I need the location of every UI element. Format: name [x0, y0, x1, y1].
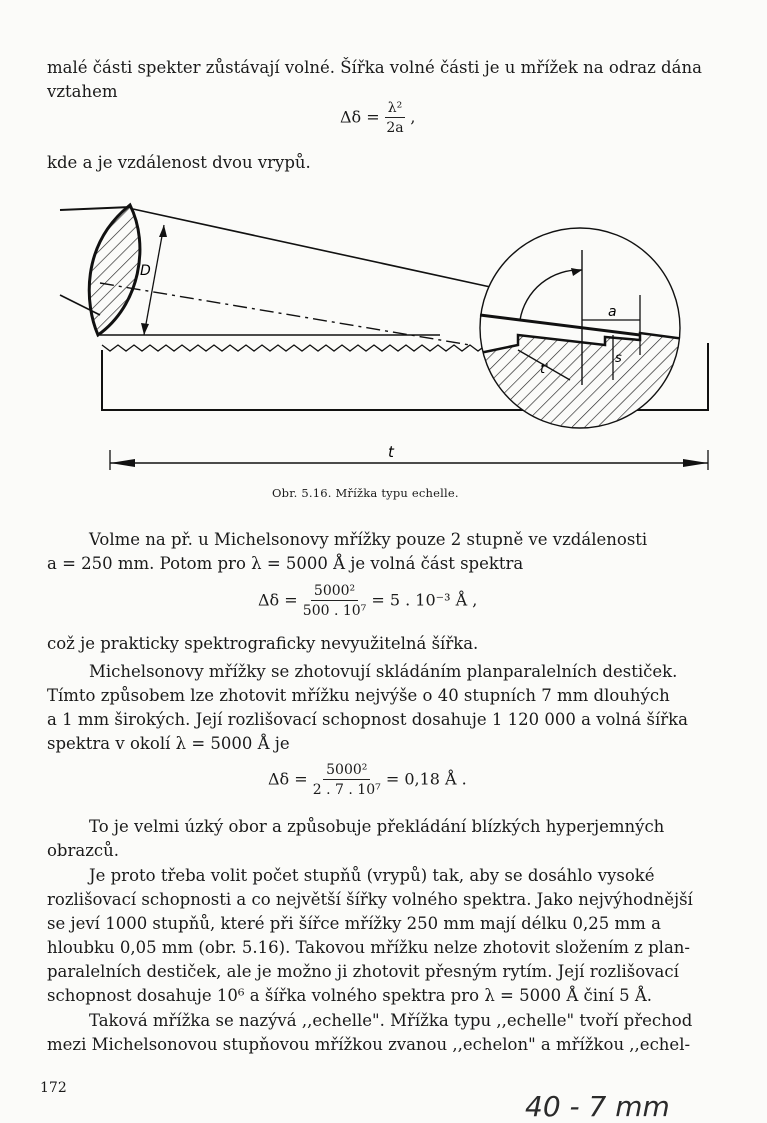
text-line: Volme na př. u Michelsonovy mřížky pouze 2 stupně ve vzdálenosti — [89, 530, 648, 549]
text-line: kde a je vzdálenost dvou vrypů. — [47, 153, 311, 172]
d-dimension-line — [144, 225, 164, 335]
equation-2 — [258, 583, 477, 619]
ray-line — [60, 207, 132, 210]
text-line: Je proto třeba volit počet stupňů (vrypů) tak, aby se dosáhlo vysoké — [89, 866, 655, 885]
text-line: hloubku 0,05 mm (obr. 5.16). Takovou mřížku nelze zhotovit složením z plan- — [47, 938, 690, 957]
arrow-head — [683, 459, 708, 467]
page-number: 172 — [40, 1080, 67, 1096]
eq2-lhs: Δδ = — [258, 590, 298, 610]
text-line: paralelních destiček, ale je možno ji zhotovit přesným rytím. Její rozlišovací — [47, 962, 679, 981]
text-line: Tímto způsobem lze zhotovit mřížku nejvýše o 40 stupních 7 mm dlouhých — [47, 686, 670, 705]
eq1-num: λ² — [385, 100, 406, 118]
text-line: malé části spekter zůstávají volné. Šířka volné části je u mřížek na odraz dána — [47, 58, 702, 77]
text-line: a = 250 mm. Potom pro λ = 5000 Å je volná část spektra — [47, 554, 524, 573]
eq2-rhs: = 5 . 10⁻³ Å , — [371, 590, 478, 610]
label-a: a — [608, 304, 617, 320]
text-line: schopnost dosahuje 10⁶ a šířka volného spektra pro λ = 5000 Å činí 5 Å. — [47, 986, 653, 1005]
text-line: a 1 mm širokých. Její rozlišovací schopnost dosahuje 1 120 000 a volná šířka — [47, 710, 688, 729]
handwritten-note: 40 - 7 mm — [525, 1090, 670, 1123]
text-line: obrazců. — [47, 841, 120, 860]
eq3-rhs: = 0,18 Å . — [385, 769, 467, 789]
text-line: se jeví 1000 stupňů, které při šířce mřížky 250 mm mají délku 0,25 mm a — [47, 914, 661, 933]
eq2-num: 5000² — [311, 583, 358, 601]
eq1-lhs: Δδ = — [340, 107, 380, 127]
eq3-den: 2 . 7 . 10⁷ — [312, 782, 381, 798]
ray-dashdot — [100, 283, 470, 345]
eq2-den: 500 . 10⁷ — [302, 603, 367, 619]
text-line: mezi Michelsonovou stupňovou mřížkou zvanou ,,echelon" a mřížkou ,,echel- — [47, 1035, 691, 1054]
eq3-lhs: Δδ = — [268, 769, 308, 789]
eq1-den: 2a — [386, 120, 404, 136]
lens-shape — [89, 205, 140, 335]
arrow-head — [159, 225, 167, 237]
eq3-fraction — [313, 762, 381, 798]
echelle-grating-figure — [40, 195, 720, 475]
equation-3 — [268, 762, 467, 798]
label-t-prime: t' — [540, 362, 549, 377]
text-line: rozlišovací schopnosti a co největší šířky volného spektra. Jako nejvýhodnější — [47, 890, 693, 909]
grating-teeth — [102, 345, 486, 351]
figure-caption: Obr. 5.16. Mřížka typu echelle. — [272, 486, 459, 500]
text-line: spektra v okolí λ = 5000 Å je — [47, 734, 290, 753]
label-D: D — [140, 263, 151, 279]
arrow-head — [110, 459, 135, 467]
eq1-fraction — [385, 100, 406, 136]
text-line: vztahem — [47, 82, 118, 101]
ray-line — [133, 209, 495, 288]
arrow-head — [141, 323, 149, 335]
label-t: t — [388, 443, 394, 461]
label-s: s — [615, 351, 622, 366]
eq3-num: 5000² — [323, 762, 370, 780]
text-line: Michelsonovy mřížky se zhotovují skládáním planparalelních destiček. — [89, 662, 678, 681]
equation-1 — [340, 100, 415, 136]
eq1-tail: , — [410, 107, 416, 127]
text-line: což je prakticky spektrograficky nevyužitelná šířka. — [47, 634, 479, 653]
text-line: To je velmi úzký obor a způsobuje překládání blízkých hyperjemných — [89, 817, 665, 836]
text-line: Taková mřížka se nazývá ,,echelle". Mřížka typu ,,echelle" tvoří přechod — [89, 1011, 693, 1030]
eq2-fraction — [303, 583, 367, 619]
